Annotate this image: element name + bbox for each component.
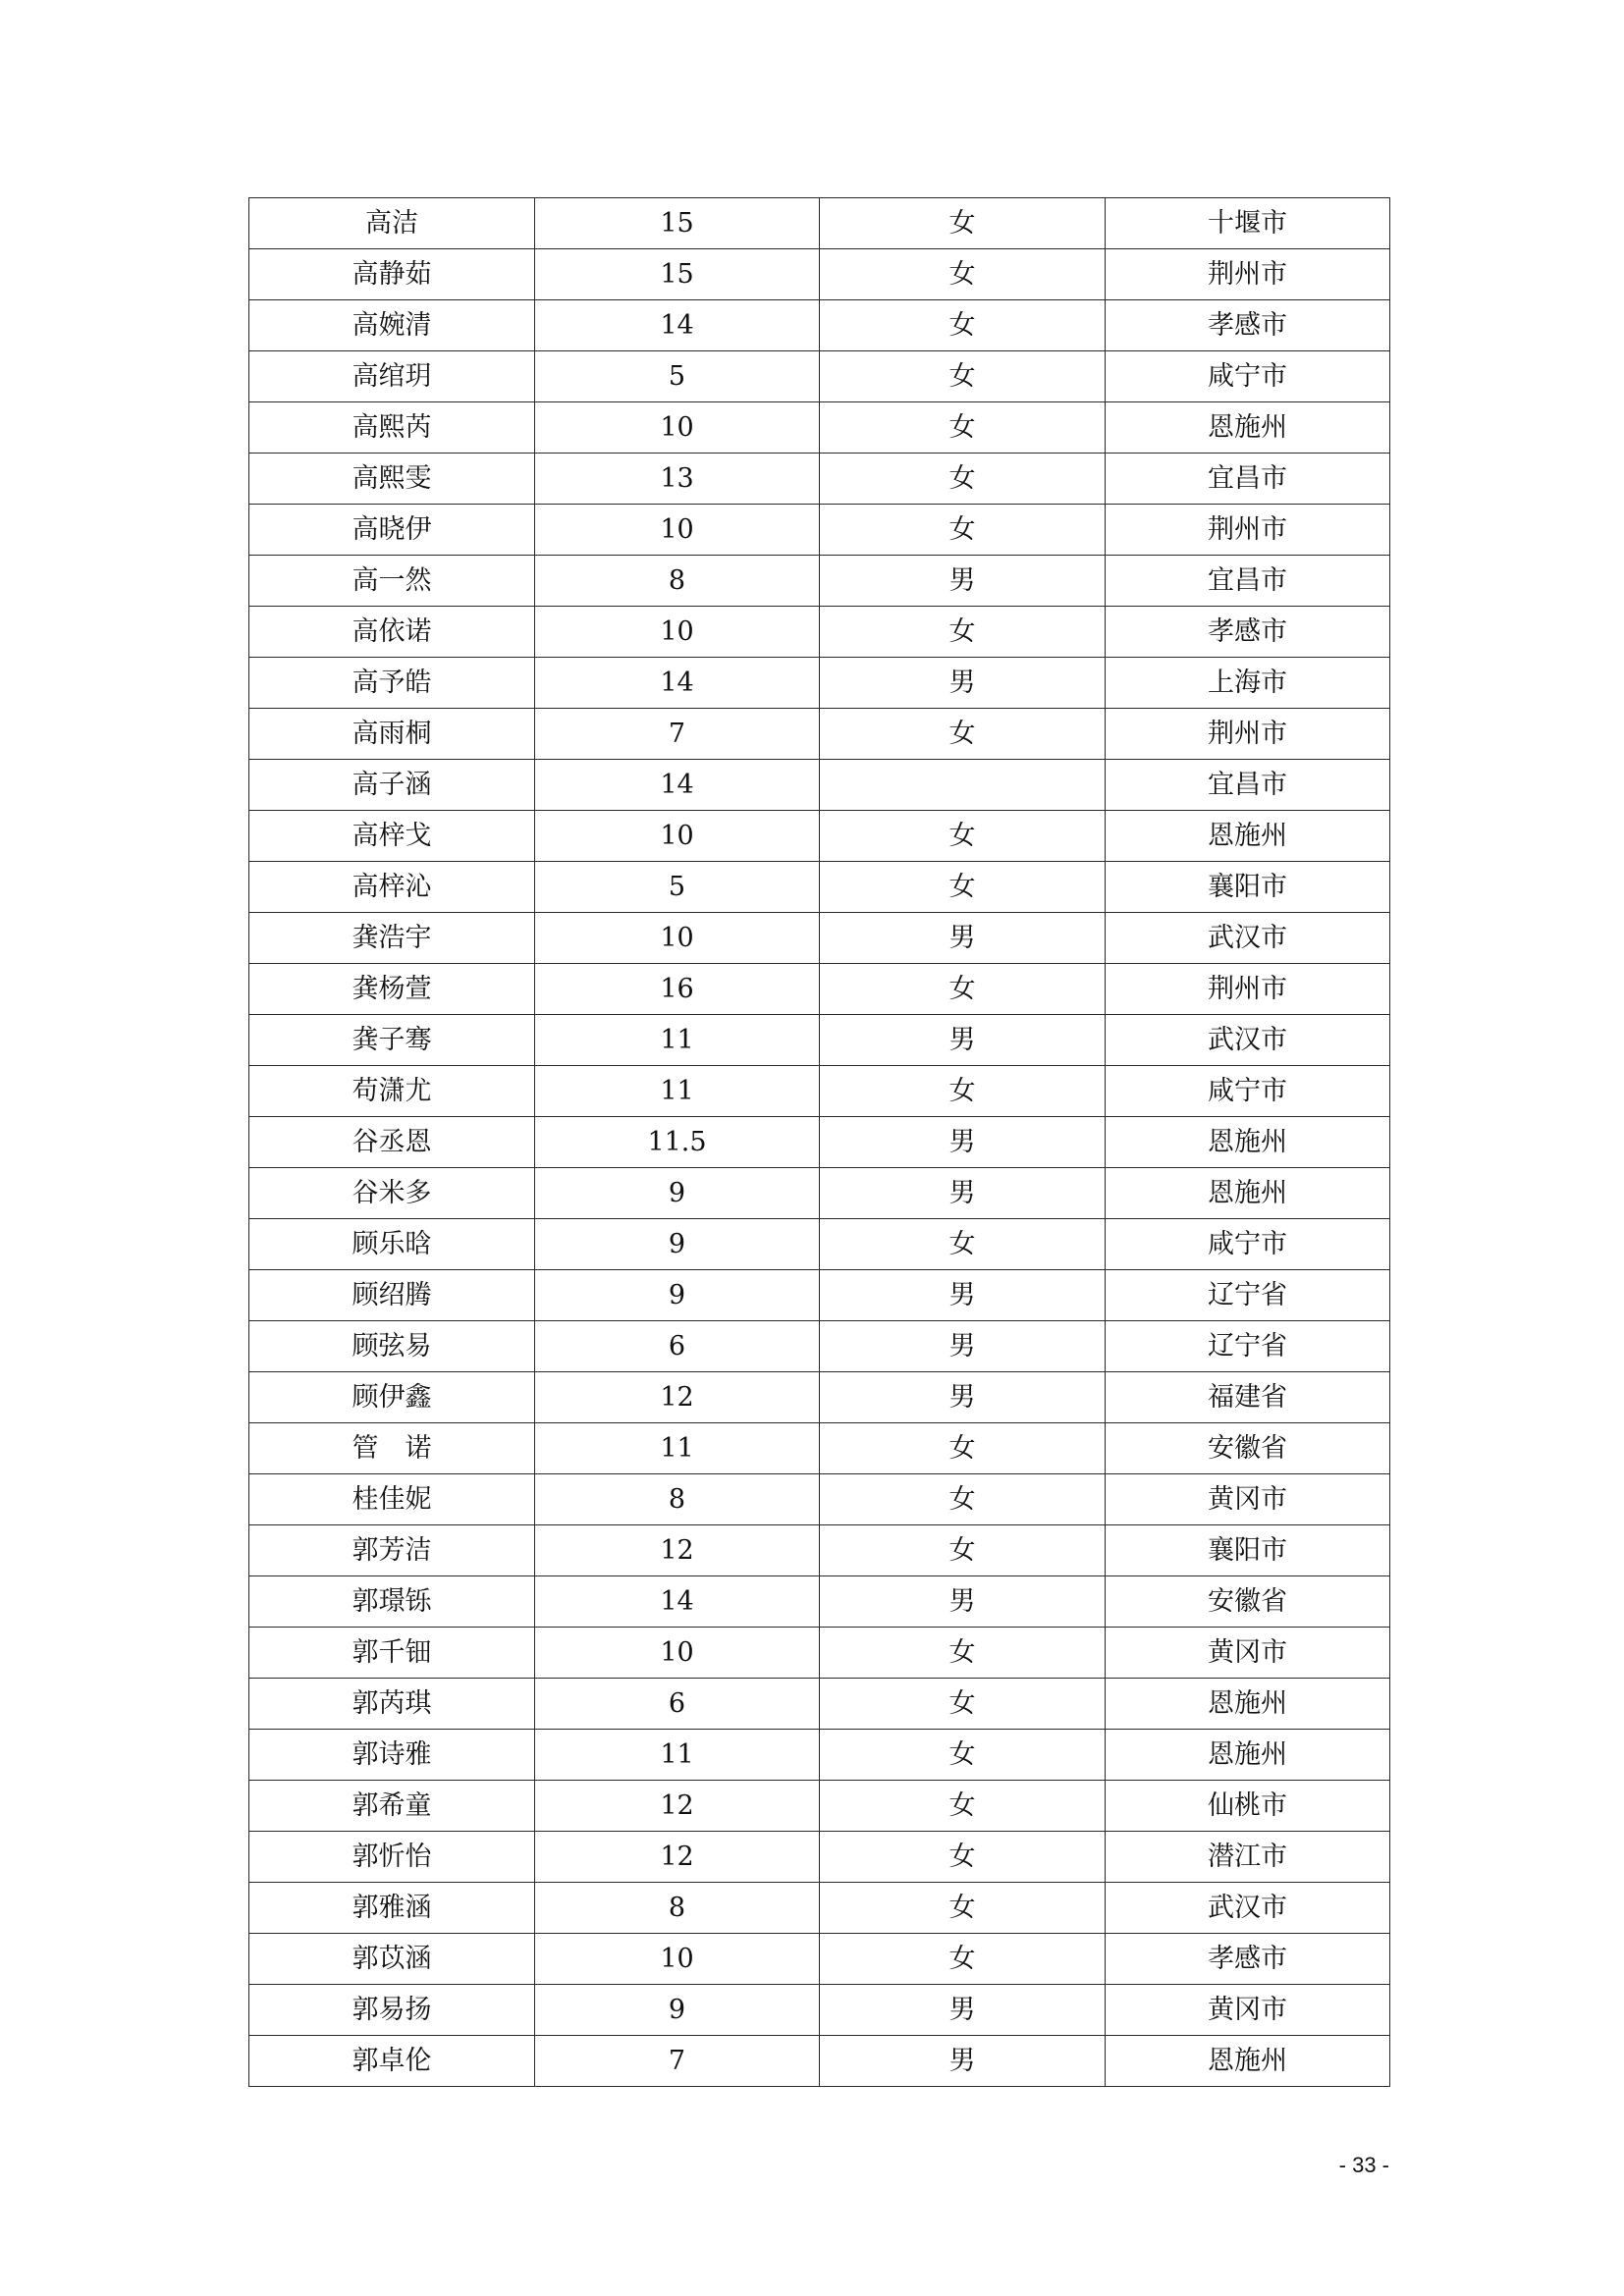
sex-cell: 男 <box>820 556 1106 607</box>
region-cell: 恩施州 <box>1106 811 1390 862</box>
table-row <box>249 1934 1390 1985</box>
name-cell: 苟潇尤 <box>249 1066 535 1117</box>
age-cell: 15 <box>535 198 820 249</box>
age-cell: 11 <box>535 1423 820 1474</box>
sex-cell: 女 <box>820 198 1106 249</box>
region-cell: 黄冈市 <box>1106 1628 1390 1679</box>
name-cell: 高绾玥 <box>249 351 535 402</box>
age-cell: 10 <box>535 811 820 862</box>
table-row <box>249 454 1390 505</box>
table-row <box>249 709 1390 760</box>
age-cell: 9 <box>535 1219 820 1270</box>
region-cell: 安徽省 <box>1106 1423 1390 1474</box>
table-row <box>249 300 1390 351</box>
table-row <box>249 964 1390 1015</box>
age-cell: 10 <box>535 402 820 454</box>
age-cell: 8 <box>535 556 820 607</box>
region-cell: 辽宁省 <box>1106 1270 1390 1321</box>
sex-cell: 女 <box>820 1474 1106 1525</box>
table-row <box>249 1832 1390 1883</box>
age-cell: 12 <box>535 1832 820 1883</box>
region-cell: 襄阳市 <box>1106 862 1390 913</box>
age-cell: 9 <box>535 1985 820 2036</box>
age-cell: 12 <box>535 1781 820 1832</box>
sex-cell: 男 <box>820 1270 1106 1321</box>
table-row <box>249 198 1390 249</box>
table-row <box>249 862 1390 913</box>
table-row <box>249 1117 1390 1168</box>
region-cell: 宜昌市 <box>1106 454 1390 505</box>
table-row <box>249 1985 1390 2036</box>
table-row <box>249 658 1390 709</box>
region-cell: 恩施州 <box>1106 1168 1390 1219</box>
name-cell: 桂佳妮 <box>249 1474 535 1525</box>
page-number: - 33 - <box>1338 2153 1389 2177</box>
table-row <box>249 249 1390 300</box>
table-row <box>249 1321 1390 1372</box>
name-cell: 高梓沁 <box>249 862 535 913</box>
sex-cell: 女 <box>820 1628 1106 1679</box>
table-row <box>249 2036 1390 2087</box>
sex-cell: 男 <box>820 658 1106 709</box>
age-cell: 11 <box>535 1730 820 1781</box>
region-cell: 恩施州 <box>1106 1730 1390 1781</box>
sex-cell: 男 <box>820 913 1106 964</box>
name-cell: 顾乐晗 <box>249 1219 535 1270</box>
sex-cell: 男 <box>820 1576 1106 1628</box>
age-cell: 5 <box>535 862 820 913</box>
age-cell: 9 <box>535 1168 820 1219</box>
sex-cell: 女 <box>820 1832 1106 1883</box>
table-row <box>249 1066 1390 1117</box>
name-cell: 郭诗雅 <box>249 1730 535 1781</box>
sex-cell: 女 <box>820 964 1106 1015</box>
region-cell: 孝感市 <box>1106 300 1390 351</box>
table-row <box>249 1168 1390 1219</box>
age-cell: 10 <box>535 1628 820 1679</box>
sex-cell: 女 <box>820 1883 1106 1934</box>
region-cell: 孝感市 <box>1106 1934 1390 1985</box>
name-cell: 高予皓 <box>249 658 535 709</box>
region-cell: 荆州市 <box>1106 709 1390 760</box>
age-cell: 5 <box>535 351 820 402</box>
region-cell: 武汉市 <box>1106 913 1390 964</box>
age-cell: 12 <box>535 1525 820 1576</box>
table-row <box>249 1525 1390 1576</box>
table-row <box>249 1423 1390 1474</box>
region-cell: 武汉市 <box>1106 1883 1390 1934</box>
name-cell: 龚杨萱 <box>249 964 535 1015</box>
age-cell: 10 <box>535 913 820 964</box>
age-cell: 10 <box>535 505 820 556</box>
age-cell: 9 <box>535 1270 820 1321</box>
name-cell: 谷米多 <box>249 1168 535 1219</box>
region-cell: 仙桃市 <box>1106 1781 1390 1832</box>
age-cell: 7 <box>535 2036 820 2087</box>
region-cell: 孝感市 <box>1106 607 1390 658</box>
sex-cell: 女 <box>820 505 1106 556</box>
table-row <box>249 607 1390 658</box>
age-cell: 11.5 <box>535 1117 820 1168</box>
table-row <box>249 1576 1390 1628</box>
table-row <box>249 1015 1390 1066</box>
age-cell: 6 <box>535 1679 820 1730</box>
sex-cell: 女 <box>820 1934 1106 1985</box>
sex-cell: 女 <box>820 249 1106 300</box>
sex-cell: 女 <box>820 454 1106 505</box>
name-cell: 管 诺 <box>249 1423 535 1474</box>
sex-cell: 男 <box>820 1985 1106 2036</box>
name-cell: 高熙雯 <box>249 454 535 505</box>
sex-cell: 男 <box>820 1015 1106 1066</box>
region-cell: 襄阳市 <box>1106 1525 1390 1576</box>
name-cell: 郭千钿 <box>249 1628 535 1679</box>
sex-cell: 女 <box>820 1525 1106 1576</box>
name-cell: 高静茹 <box>249 249 535 300</box>
table-row <box>249 913 1390 964</box>
region-cell: 上海市 <box>1106 658 1390 709</box>
age-cell: 16 <box>535 964 820 1015</box>
sex-cell: 女 <box>820 607 1106 658</box>
region-cell: 黄冈市 <box>1106 1474 1390 1525</box>
sex-cell: 女 <box>820 1679 1106 1730</box>
table-row <box>249 1474 1390 1525</box>
region-cell: 咸宁市 <box>1106 351 1390 402</box>
table-row <box>249 1372 1390 1423</box>
age-cell: 14 <box>535 658 820 709</box>
name-cell: 高依诺 <box>249 607 535 658</box>
name-cell: 郭苡涵 <box>249 1934 535 1985</box>
sex-cell: 女 <box>820 1781 1106 1832</box>
roster-sheet <box>248 197 1389 2087</box>
table-row <box>249 811 1390 862</box>
table-row <box>249 556 1390 607</box>
sex-cell: 女 <box>820 1423 1106 1474</box>
name-cell: 顾绍腾 <box>249 1270 535 1321</box>
region-cell: 恩施州 <box>1106 1117 1390 1168</box>
name-cell: 龚浩宇 <box>249 913 535 964</box>
age-cell: 12 <box>535 1372 820 1423</box>
age-cell: 13 <box>535 454 820 505</box>
name-cell: 郭希童 <box>249 1781 535 1832</box>
name-cell: 谷丞恩 <box>249 1117 535 1168</box>
name-cell: 高熙芮 <box>249 402 535 454</box>
region-cell: 恩施州 <box>1106 2036 1390 2087</box>
sex-cell: 女 <box>820 300 1106 351</box>
sex-cell: 女 <box>820 709 1106 760</box>
name-cell: 郭芳洁 <box>249 1525 535 1576</box>
age-cell: 10 <box>535 607 820 658</box>
region-cell: 宜昌市 <box>1106 760 1390 811</box>
name-cell: 郭易扬 <box>249 1985 535 2036</box>
region-cell: 十堰市 <box>1106 198 1390 249</box>
name-cell: 顾弦易 <box>249 1321 535 1372</box>
table-row <box>249 1883 1390 1934</box>
age-cell: 14 <box>535 300 820 351</box>
region-cell: 黄冈市 <box>1106 1985 1390 2036</box>
region-cell: 荆州市 <box>1106 505 1390 556</box>
region-cell: 恩施州 <box>1106 402 1390 454</box>
age-cell: 15 <box>535 249 820 300</box>
region-cell: 咸宁市 <box>1106 1219 1390 1270</box>
table-row <box>249 505 1390 556</box>
roster-table-body <box>249 198 1390 2087</box>
sex-cell: 女 <box>820 351 1106 402</box>
region-cell: 辽宁省 <box>1106 1321 1390 1372</box>
age-cell: 14 <box>535 1576 820 1628</box>
table-row <box>249 760 1390 811</box>
sex-cell: 女 <box>820 402 1106 454</box>
sex-cell: 女 <box>820 1066 1106 1117</box>
age-cell: 7 <box>535 709 820 760</box>
region-cell: 福建省 <box>1106 1372 1390 1423</box>
region-cell: 宜昌市 <box>1106 556 1390 607</box>
region-cell: 潜江市 <box>1106 1832 1390 1883</box>
sex-cell: 男 <box>820 2036 1106 2087</box>
name-cell: 郭忻怡 <box>249 1832 535 1883</box>
table-row <box>249 1270 1390 1321</box>
name-cell: 高雨桐 <box>249 709 535 760</box>
name-cell: 顾伊鑫 <box>249 1372 535 1423</box>
sex-cell: 女 <box>820 1730 1106 1781</box>
table-row <box>249 1679 1390 1730</box>
age-cell: 11 <box>535 1015 820 1066</box>
sex-cell: 女 <box>820 862 1106 913</box>
sex-cell <box>820 760 1106 811</box>
table-row <box>249 1628 1390 1679</box>
table-row <box>249 1219 1390 1270</box>
name-cell: 郭芮琪 <box>249 1679 535 1730</box>
name-cell: 郭璟铄 <box>249 1576 535 1628</box>
region-cell: 荆州市 <box>1106 964 1390 1015</box>
age-cell: 11 <box>535 1066 820 1117</box>
region-cell: 咸宁市 <box>1106 1066 1390 1117</box>
name-cell: 高梓戈 <box>249 811 535 862</box>
sex-cell: 男 <box>820 1168 1106 1219</box>
table-row <box>249 402 1390 454</box>
name-cell: 高子涵 <box>249 760 535 811</box>
name-cell: 高晓伊 <box>249 505 535 556</box>
age-cell: 6 <box>535 1321 820 1372</box>
region-cell: 恩施州 <box>1106 1679 1390 1730</box>
age-cell: 8 <box>535 1883 820 1934</box>
sex-cell: 男 <box>820 1321 1106 1372</box>
table-row <box>249 1730 1390 1781</box>
age-cell: 14 <box>535 760 820 811</box>
region-cell: 安徽省 <box>1106 1576 1390 1628</box>
sex-cell: 男 <box>820 1117 1106 1168</box>
sex-cell: 女 <box>820 811 1106 862</box>
age-cell: 10 <box>535 1934 820 1985</box>
name-cell: 郭卓伦 <box>249 2036 535 2087</box>
sex-cell: 男 <box>820 1372 1106 1423</box>
name-cell: 龚子骞 <box>249 1015 535 1066</box>
region-cell: 荆州市 <box>1106 249 1390 300</box>
age-cell: 8 <box>535 1474 820 1525</box>
name-cell: 高洁 <box>249 198 535 249</box>
name-cell: 郭雅涵 <box>249 1883 535 1934</box>
region-cell: 武汉市 <box>1106 1015 1390 1066</box>
name-cell: 高一然 <box>249 556 535 607</box>
table-row <box>249 1781 1390 1832</box>
table-row <box>249 351 1390 402</box>
sex-cell: 女 <box>820 1219 1106 1270</box>
roster-table <box>248 197 1390 2087</box>
name-cell: 高婉清 <box>249 300 535 351</box>
